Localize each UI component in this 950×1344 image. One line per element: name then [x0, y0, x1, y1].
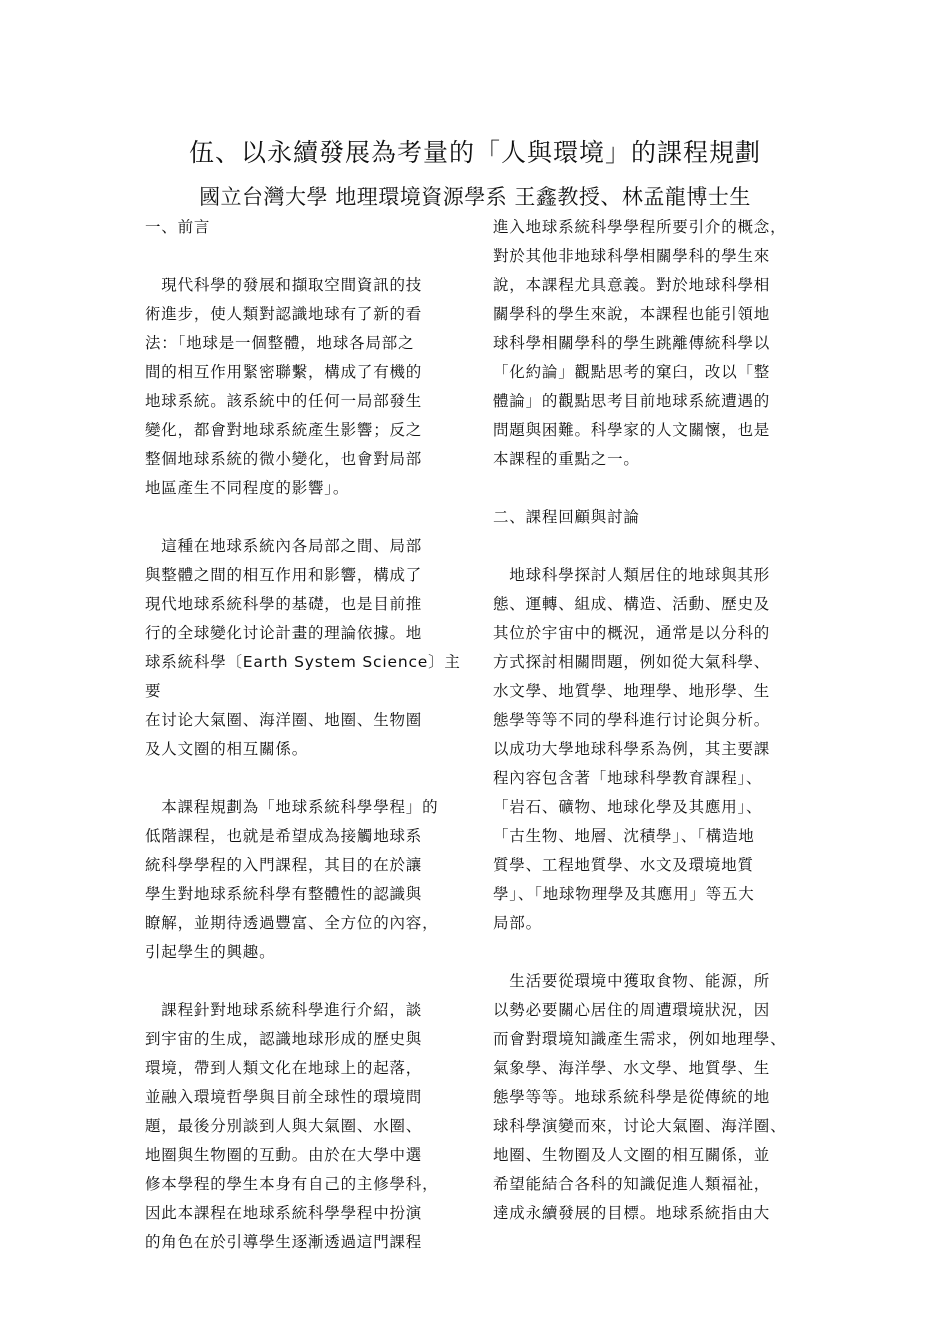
paragraph: 課程針對地球系統科學進行介紹，談 到宇宙的生成，認識地球形成的歷史與 環境，帶到人類文化在地球上的起落， 並融入環境哲學與目前全球性的環境問 題，最後分別談到人與大氣圈、水圈、 地圈與生物圈的互動。由於在大學中選 修本學程的學生本身有自己的主修學科， 因此本課程在地球系統科學學程中扮演 的角色在於引導學生逐漸透過這門課程: [145, 1001, 439, 1251]
right-column: [493, 213, 823, 1228]
left-column: [145, 213, 475, 1257]
paragraph: 現代科學的發展和擷取空間資訊的技 術進步，使人類對認識地球有了新的看 法：「地球是一個整體，地球各局部之 間的相互作用緊密聯繫，構成了有機的 地球系統。該系統中的任何一局部發生 變化，都會對地球系統產生影響；反之 整個地球系統的微小變化，也會對局部 地區產生不同程度的影響」。: [145, 276, 423, 497]
paragraph: 本課程規劃為「地球系統科學學程」的 低階課程，也就是希望成為接觸地球系 統科學學程的入門課程，其目的在於讓 學生對地球系統科學有整體性的認識與 瞭解，並期待透過豐富、全方位的內容， 引起學生的興趣。: [145, 798, 439, 961]
section-heading-review: 二、課程回顧與討論: [493, 508, 640, 526]
paragraph: 這種在地球系統內各局部之間、局部 與整體之間的相互作用和影響，構成了 現代地球系統科學的基礎，也是目前推 行的全球變化讨论計畫的理論依據。地 球系統科學〔Earth System Science〕主要 在讨论大氣圈、海洋圈、地圈、生物圈 及人文圈的相互關係。: [145, 537, 461, 758]
author-line: 國立台灣大學 地理環境資源學系 王鑫教授、林孟龍博士生: [199, 185, 751, 209]
paragraph: 進入地球系統科學學程所要引介的概念， 對於其他非地球科學相關學科的學生來 說，本課程尤具意義。對於地球科學相 關學科的學生來說，本課程也能引領地 球科學相關學科的學生跳離傳統科學以 「化約論」觀點思考的窠臼，改以「整 體論」的觀點思考目前地球系統遭遇的 問題與困難。科學家的人文關懷，也是 本課程的重點之一。: [493, 218, 787, 468]
paragraph: 生活要從環境中獲取食物、能源，所 以勢必要關心居住的周遭環境狀況，因 而會對環境知識產生需求，例如地理學、 氣象學、海洋學、水文學、地質學、生 態學等等。地球系統科學是從傳統的地 球科學演變而來，讨论大氣圈、海洋圈、 地圈、生物圈及人文圈的相互關係，並 希望能結合各科的知識促進人類福祉， 達成永續發展的目標。地球系統指由大: [493, 972, 787, 1222]
section-heading-introduction: 一、前言: [145, 218, 211, 236]
paragraph: 地球科學探討人類居住的地球與其形 態、運轉、組成、構造、活動、歷史及 其位於宇宙中的概況，通常是以分科的 方式探討相關問題，例如從大氣科學、 水文學、地質學、地理學、地形學、生 態學等等不同的學科進行讨论與分析。 以成功大學地球科學系為例，其主要課 程內容包含著「地球科學教育課程」、 「岩石、礦物、地球化學及其應用」、 「古生物、地層、沈積學」、「構造地 質學、工程地質學、水文及環境地質 學」、「地球物理學及其應用」等五大 局部。: [493, 566, 771, 932]
page-title: 伍、以永續發展為考量的「人與環境」的課程規劃: [188, 138, 761, 167]
